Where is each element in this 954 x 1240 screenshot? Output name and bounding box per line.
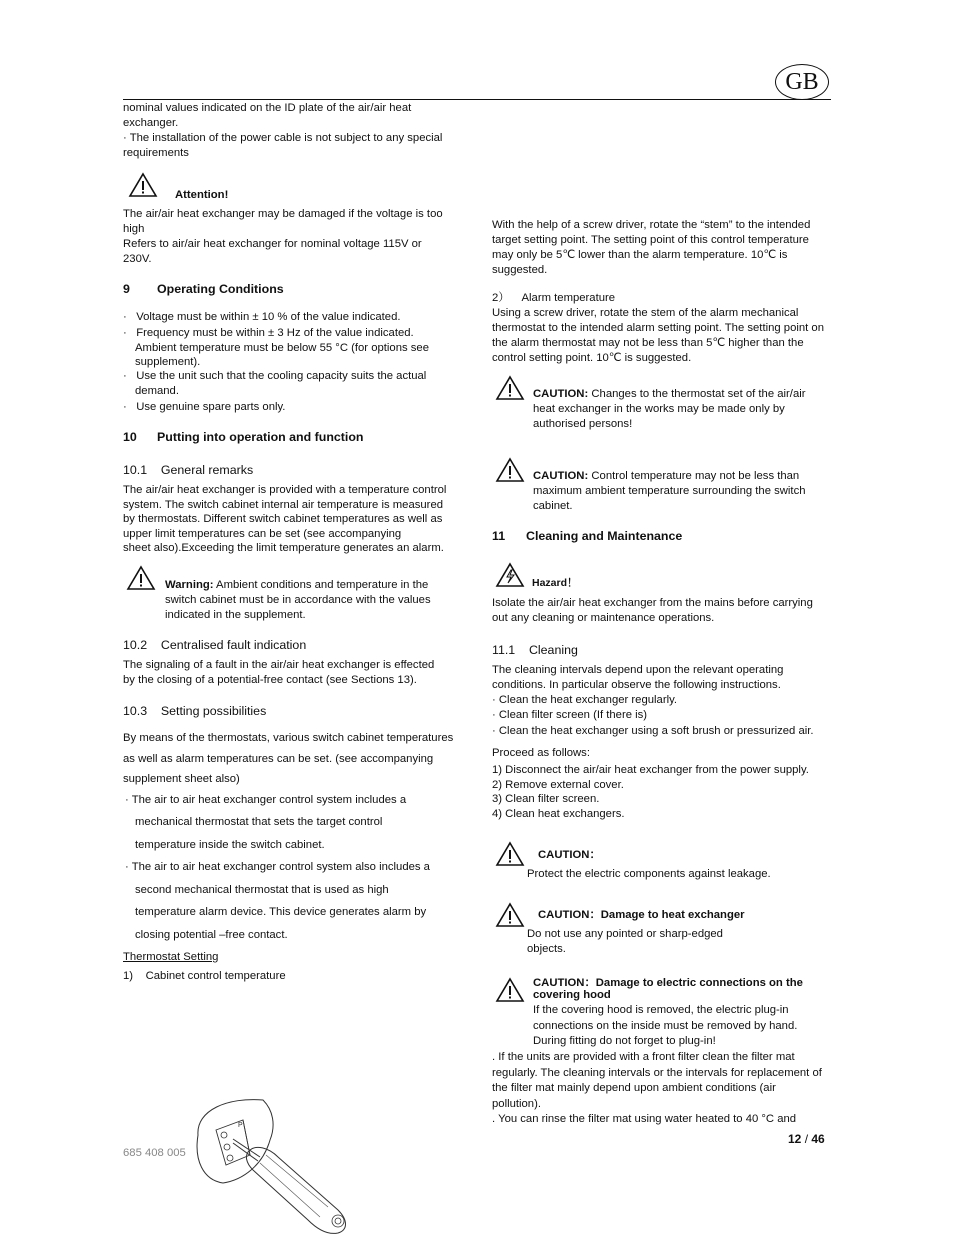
setting-line: By means of the thermostats, various switch cabinet temperatures bbox=[123, 732, 454, 744]
warning-label: Warning: bbox=[165, 579, 214, 591]
condition-text: Voltage must be within ± 10 % of the value indicated. bbox=[136, 311, 401, 323]
warning-triangle-icon bbox=[126, 565, 156, 591]
caution2-line-3: cabinet. bbox=[533, 500, 573, 512]
page-total: 46 bbox=[811, 1132, 825, 1146]
svg-text:P: P bbox=[238, 1122, 243, 1129]
procedure-steps bbox=[492, 763, 837, 821]
caution4-line: Do not use any pointed or sharp-edged bbox=[527, 928, 723, 940]
fault-indication-text bbox=[123, 658, 468, 688]
section-10-heading bbox=[123, 430, 363, 445]
condition-item: · Voltage must be within ± 10 % of the value indicated. bbox=[123, 311, 401, 323]
attention-line-3: Refers to air/air heat exchanger for nominal voltage 115V or bbox=[123, 238, 422, 250]
cleaning-line: · Clean the heat exchanger regularly. bbox=[492, 694, 678, 706]
warning-triangle-icon bbox=[128, 172, 158, 198]
caution-label: CAUTION: bbox=[533, 388, 589, 400]
condition-item: · Use the unit such that the cooling capacity suits the actual bbox=[123, 370, 427, 382]
alarm-line: Using a screw driver, rotate the stem of the alarm mechanical bbox=[492, 307, 799, 319]
warning-line-1 bbox=[165, 578, 465, 593]
section-9-heading bbox=[123, 282, 284, 297]
procedure-step: 3) Clean filter screen. bbox=[492, 793, 600, 806]
document-number: 685 408 005 bbox=[123, 1147, 186, 1159]
caution-text: Changes to the thermostat set of the air/air bbox=[588, 388, 806, 400]
hazard-lightning-icon bbox=[495, 562, 525, 588]
subsection-10-3: 10.3 Setting possibilities bbox=[123, 704, 267, 718]
gb-badge bbox=[775, 64, 829, 100]
fault-line: by the closing of a potential-free contact (see Sections 13). bbox=[123, 674, 417, 686]
caution1-line-2: heat exchanger in the works may be made only by bbox=[533, 403, 785, 415]
setting-line: temperature alarm device. This device generates alarm by bbox=[135, 906, 427, 918]
section-11-number: 11 bbox=[492, 529, 506, 543]
setting-line: mechanical thermostat that sets the target control bbox=[135, 816, 383, 828]
intro-line-4: requirements bbox=[123, 147, 189, 159]
attention-line-4: 230V. bbox=[123, 253, 152, 265]
setting-line: second mechanical thermostat that is used as high bbox=[135, 883, 389, 896]
screw-line: target setting point. The setting point of this control temperature bbox=[492, 234, 809, 246]
header-rule bbox=[123, 99, 831, 100]
section-9-title: Operating Conditions bbox=[157, 282, 284, 296]
section-10-number: 10 bbox=[123, 430, 137, 444]
cleaning-line: · Clean filter screen (If there is) bbox=[492, 709, 648, 721]
filter-line: . You can rinse the filter mat using water heated to 40 °C and bbox=[492, 1113, 797, 1125]
alarm-line: control setting point. 10℃ is suggested. bbox=[492, 352, 692, 364]
screw-line: suggested. bbox=[492, 264, 548, 276]
caution-4-label: CAUTION：Damage to heat exchanger bbox=[538, 909, 745, 921]
filter-line: pollution). bbox=[492, 1097, 541, 1110]
cleaning-line: · Clean the heat exchanger using a soft brush or pressurized air. bbox=[492, 725, 814, 737]
section-11-title: Cleaning and Maintenance bbox=[526, 529, 683, 543]
subsection-11-1: 11.1 Cleaning bbox=[492, 643, 578, 657]
fault-line: The signaling of a fault in the air/air heat exchanger is effected bbox=[123, 659, 435, 671]
caution-triangle-icon bbox=[495, 457, 525, 483]
caution4-line: objects. bbox=[527, 943, 566, 955]
gb-badge-label: GB bbox=[785, 69, 819, 95]
section-11-heading bbox=[492, 529, 682, 544]
attention-line-1: The air/air heat exchanger may be damaged if the voltage is too bbox=[123, 208, 443, 220]
general-line: upper limit temperatures can be set (see accompanying bbox=[123, 527, 402, 540]
setting-line: as well as alarm temperatures can be set. (see accompanying bbox=[123, 752, 434, 765]
warning-line-2: switch cabinet must be in accordance with the values bbox=[165, 594, 431, 606]
attention-label: Attention! bbox=[175, 189, 229, 201]
setting-line: supplement sheet also) bbox=[123, 773, 240, 785]
caution-5-label bbox=[533, 977, 833, 1001]
warning-text: Ambient conditions and temperature in the bbox=[213, 579, 429, 591]
caution-3-text: Protect the electric components against leakage. bbox=[527, 868, 771, 880]
caution5-label-line: covering hood bbox=[533, 989, 611, 1001]
caution2-line-2: maximum ambient temperature surrounding the switch bbox=[533, 485, 806, 497]
caution5-line: During fitting do not forget to plug-in! bbox=[533, 1035, 716, 1048]
caution-label: CAUTION: bbox=[533, 470, 589, 482]
screw-line: With the help of a screw driver, rotate the “stem” to the intended bbox=[492, 219, 811, 231]
caution5-line: connections on the inside must be removed by hand. bbox=[533, 1019, 798, 1032]
intro-line-3: · The installation of the power cable is not subject to any special bbox=[123, 132, 443, 144]
cleaning-line: The cleaning intervals depend upon the relevant operating bbox=[492, 664, 784, 676]
setting-line: temperature inside the switch cabinet. bbox=[135, 838, 325, 851]
procedure-step: 4) Clean heat exchangers. bbox=[492, 807, 625, 820]
caution-triangle-icon bbox=[495, 977, 525, 1003]
caution1-line-3: authorised persons! bbox=[533, 418, 633, 430]
caution-triangle-icon bbox=[495, 841, 525, 867]
setting-line: · The air to air heat exchanger control system also includes a bbox=[125, 861, 430, 873]
operating-conditions-list bbox=[123, 310, 468, 415]
filter-line: the filter mat mainly depend upon ambient conditions (air bbox=[492, 1082, 776, 1094]
thermostat-screwdriver-illustration bbox=[188, 1095, 363, 1235]
setting-line: closing potential –free contact. bbox=[135, 928, 288, 941]
filter-text bbox=[492, 1050, 837, 1128]
general-remarks-text bbox=[123, 483, 468, 556]
subsection-10-1: 10.1 General remarks bbox=[123, 463, 254, 477]
condition-text: Use genuine spare parts only. bbox=[136, 401, 286, 413]
page-separator: / bbox=[801, 1132, 812, 1146]
intro-line-1: nominal values indicated on the ID plate of the air/air heat bbox=[123, 102, 412, 114]
caution-5-text bbox=[533, 1003, 833, 1050]
alarm-line: the alarm thermostat may not be less than 5℃ higher than the bbox=[492, 337, 804, 349]
page-current: 12 bbox=[788, 1132, 802, 1146]
setting-possibilities-text bbox=[123, 728, 468, 945]
condition-text: Use the unit such that the cooling capacity suits the actual bbox=[136, 370, 427, 382]
cleaning-line: conditions. In particular observe the following instructions. bbox=[492, 679, 781, 691]
warning-line-3: indicated in the supplement. bbox=[165, 609, 306, 621]
caution-4-text bbox=[527, 927, 827, 957]
attention-line-2: high bbox=[123, 223, 145, 235]
section-9-number: 9 bbox=[123, 282, 130, 296]
left-column bbox=[123, 101, 468, 161]
general-line: sheet also).Exceeding the limit temperature generates an alarm. bbox=[123, 542, 444, 554]
filter-line: regularly. The cleaning intervals or the intervals for replacement of bbox=[492, 1066, 822, 1079]
page-number bbox=[788, 1132, 825, 1147]
hazard-text bbox=[492, 596, 837, 626]
alarm-line: thermostat to the intended alarm setting point. The setting point on bbox=[492, 322, 825, 334]
condition-cont: supplement). bbox=[135, 356, 201, 368]
thermostat-setting-heading: Thermostat Setting bbox=[123, 951, 219, 963]
subsection-10-2: 10.2 Centralised fault indication bbox=[123, 638, 307, 652]
alarm-temperature-item: 2） Alarm temperature bbox=[492, 292, 616, 304]
intro-line-2: exchanger. bbox=[123, 117, 179, 129]
condition-item: · Use genuine spare parts only. bbox=[123, 401, 286, 413]
warning-note bbox=[165, 578, 465, 623]
hazard-line: Isolate the air/air heat exchanger from the mains before carrying bbox=[492, 597, 813, 609]
general-line: by thermostats. Different switch cabinet temperatures as well as bbox=[123, 513, 443, 525]
section-10-title: Putting into operation and function bbox=[157, 430, 364, 444]
caution2-line-1 bbox=[533, 469, 833, 484]
thermostat-item-1: 1) Cabinet control temperature bbox=[123, 970, 286, 982]
attention-text bbox=[123, 207, 468, 267]
procedure-step: 2) Remove external cover. bbox=[492, 778, 624, 791]
caution5-label-line: CAUTION：Damage to electric connections on the bbox=[533, 977, 803, 989]
caution-note-1 bbox=[533, 387, 833, 432]
hazard-label: Hazard！ bbox=[532, 577, 578, 589]
general-line: system. The switch cabinet internal air temperature is measured bbox=[123, 498, 444, 511]
caution-triangle-icon bbox=[495, 902, 525, 928]
caution-3-label: CAUTION： bbox=[538, 849, 601, 861]
caution-text: Control temperature may not be less than bbox=[588, 470, 800, 482]
caution-note-2 bbox=[533, 469, 833, 514]
condition-item: · Frequency must be within ± 3 Hz of the value indicated. bbox=[123, 327, 414, 339]
caution5-line: If the covering hood is removed, the electric plug-in bbox=[533, 1004, 789, 1016]
condition-text: Frequency must be within ± 3 Hz of the value indicated. bbox=[136, 327, 414, 339]
condition-cont: demand. bbox=[135, 385, 179, 397]
procedure-step: 1) Disconnect the air/air heat exchanger from the power supply. bbox=[492, 764, 809, 776]
caution-triangle-icon bbox=[495, 375, 525, 401]
hazard-line: out any cleaning or maintenance operations. bbox=[492, 612, 715, 624]
condition-cont: Ambient temperature must be below 55 °C (for options see bbox=[135, 342, 429, 354]
screw-line: may only be 5℃ lower than the alarm temperature. 10℃ is bbox=[492, 249, 788, 261]
screwdriver-instruction bbox=[492, 218, 837, 278]
setting-line: · The air to air heat exchanger control system includes a bbox=[125, 793, 407, 806]
caution1-line-1 bbox=[533, 387, 833, 402]
alarm-instruction bbox=[492, 306, 837, 366]
cleaning-text bbox=[492, 663, 837, 739]
proceed-label: Proceed as follows: bbox=[492, 747, 590, 759]
filter-line: . If the units are provided with a front filter clean the filter mat bbox=[492, 1051, 795, 1063]
general-line: The air/air heat exchanger is provided with a temperature control bbox=[123, 484, 447, 496]
